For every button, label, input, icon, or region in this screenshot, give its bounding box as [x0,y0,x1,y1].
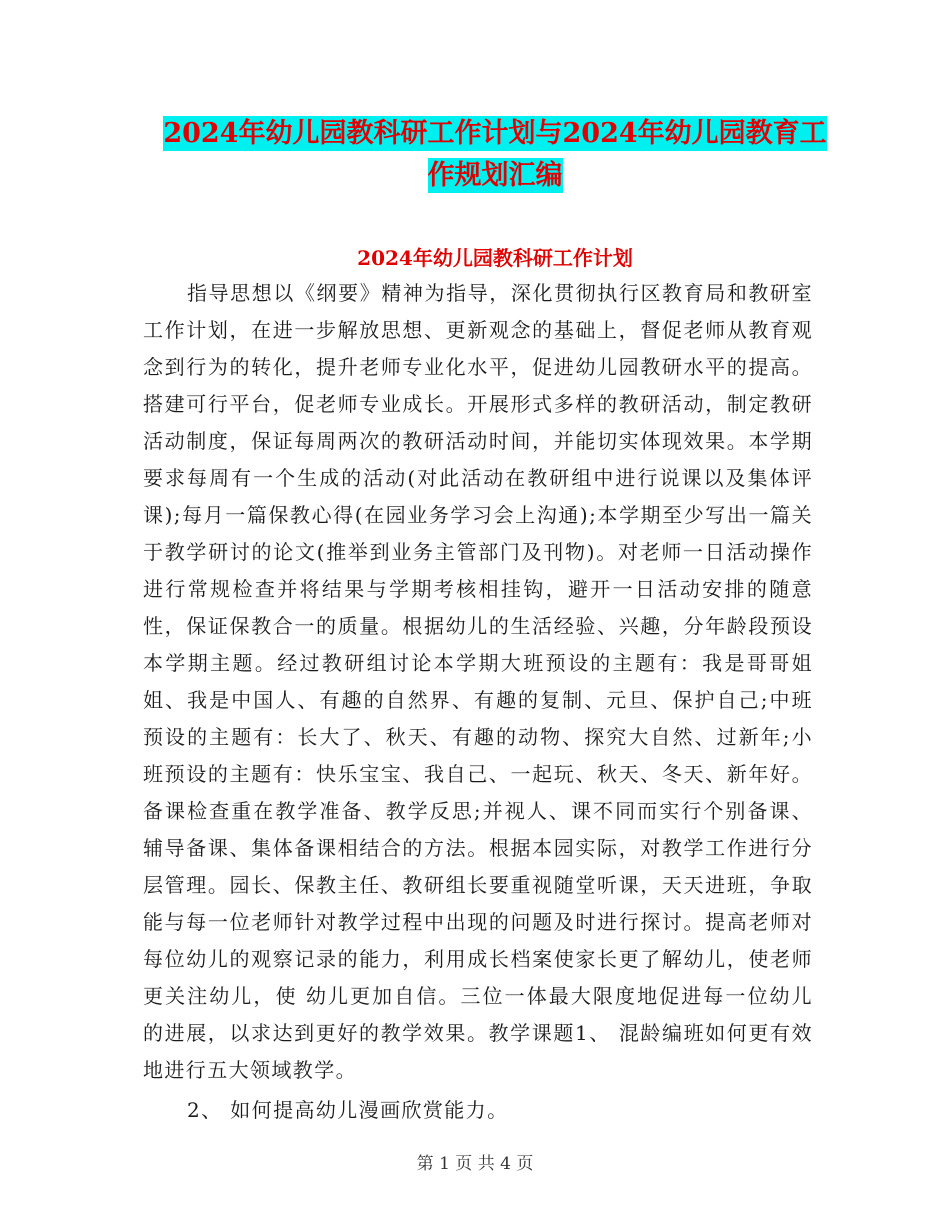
title-highlight-2: 作规划汇编 [427,160,563,191]
section-heading: 2024年幼儿园教科研工作计划 [357,246,633,270]
page-number-footer: 第 1 页 共 4 页 [416,1154,534,1174]
title-highlight-1: 2024年幼儿园教科研工作计划与2024年幼儿园教育工 [163,118,827,149]
body-paragraph: 指导思想以《纲要》精神为指导，深化贯彻执行区教育局和教研室工作计划，在进一步解放思想、更新观念的基础上，督促老师从教育观念到行为的转化，提升老师专业化水平，促进幼儿园教研水平的提高。搭建可行平台，促老师专业成长。开展形式多样的教研活动，制定教研活动制度，保证每周两次的教研活动时间，并能切实体现效果。本学期要求每周有一个生成的活动(对此活动在教研组中进行说课以及集体评课);每月一篇保教心得(在园业务学习会上沟通);本学期至少写出一篇关于教学研讨的论文(推举到业务主管部门及刊物)。对老师一日活动操作进行常规检查并将结果与学期考核相挂钩，避开一日活动安排的随意性，保证保教合一的质量。根据幼儿的生活经验、兴趣，分年龄段预设本学期主题。经过教研组讨论本学期大班预设的主题有：我是哥哥姐姐、我是中国人、有趣的自然界、有趣的复制、元旦、保护自己;中班预设的主题有：长大了、秋天、有趣的动物、探究大自然、过新年;小班预设的主题有：快乐宝宝、我自己、一起玩、秋天、冬天、新年好。备课检查重在教学准备、教学反思;并视人、课不同而实行个别备课、辅导备课、集体备课相结合的方法。根据本园实际，对教学工作进行分层管理。园长、保教主任、教研组长要重视随堂听课，天天进班，争取能与每一位老师针对教学过程中出现的问题及时进行探讨。提高老师对每位幼儿的观察记录的能力，利用成长档案使家长更了解幼儿，使老师更关注幼儿，使 幼儿更加自信。三位一体最大限度地促进每一位幼儿的进展，以求达到更好的教学效果。教学课题1、 混龄编班如何更有效地进行五大领域教学。 [143,281,813,1082]
document-title-line-1 [140,112,850,156]
list-item-2: 2、 如何提高幼儿漫画欣赏能力。 [187,1098,509,1122]
document-title-line-2 [140,154,850,198]
